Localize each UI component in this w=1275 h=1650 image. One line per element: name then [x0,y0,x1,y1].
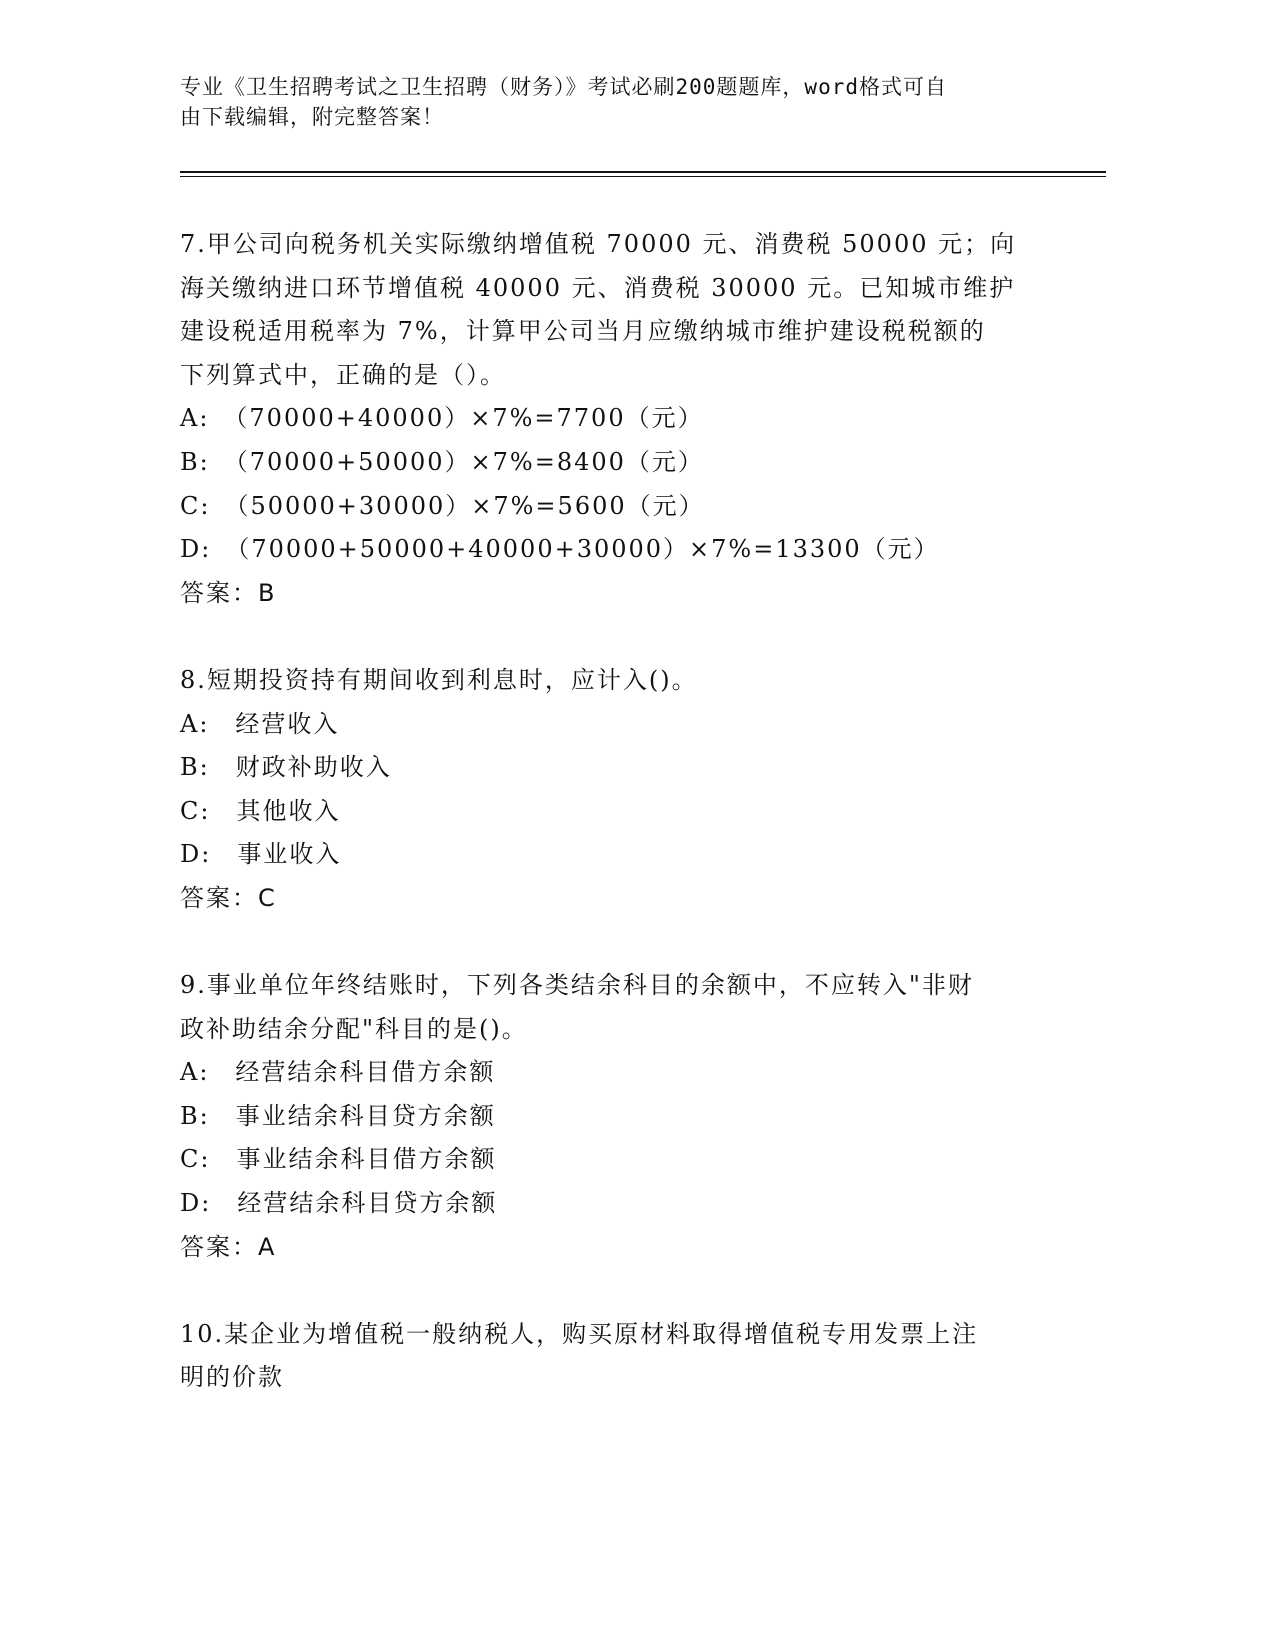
option-d: D: 经营结余科目贷方余额 [180,1189,498,1218]
question-stem: 9.事业单位年终结账时，下列各类结余科目的余额中，不应转入"非财 [180,971,974,1000]
option-a: A: 经营结余科目借方余额 [180,1058,496,1087]
option-b: B: 事业结余科目贷方余额 [180,1101,496,1130]
question-7 [180,223,1080,615]
question-stem: 明的价款 [180,1363,284,1392]
option-a: A: （70000+40000）×7%=7700（元） [180,404,704,433]
answer: 答案：B [180,578,277,607]
question-8 [180,659,1080,921]
answer: 答案：A [180,1232,277,1261]
header-divider [180,176,1106,177]
option-d: D: （70000+50000+40000+30000）×7%=13300（元） [180,535,940,564]
header-line: 由下载编辑，附完整答案！ [180,105,444,129]
question-9 [180,964,1080,1269]
question-10 [180,1313,1080,1400]
question-stem: 政补助结余分配"科目的是()。 [180,1014,528,1043]
option-a: A: 经营收入 [180,709,340,738]
question-stem: 下列算式中，正确的是（）。 [180,360,506,389]
question-stem: 7.甲公司向税务机关实际缴纳增值税 70000 元、消费税 50000 元；向 [180,230,1017,258]
answer: 答案：C [180,883,277,912]
header-line: 专业《卫生招聘考试之卫生招聘（财务）》考试必刷200题题库，word格式可自 [180,75,947,99]
header-divider [180,171,1106,173]
option-c: C: 事业结余科目借方余额 [180,1145,497,1174]
option-b: B: （70000+50000）×7%=8400（元） [180,447,704,476]
question-list [180,223,1080,1400]
document-header [180,72,1080,132]
question-stem: 海关缴纳进口环节增值税 40000 元、消费税 30000 元。已知城市维护 [180,273,1016,302]
question-stem: 8.短期投资持有期间收到利息时，应计入()。 [180,665,698,694]
option-c: C: 其他收入 [180,796,341,825]
question-stem: 10.某企业为增值税一般纳税人，购买原材料取得增值税专用发票上注 [180,1319,979,1348]
question-stem: 建设税适用税率为 7%，计算甲公司当月应缴纳城市维护建设税税额的 [180,317,986,346]
option-b: B: 财政补助收入 [180,753,392,782]
option-d: D: 事业收入 [180,840,342,869]
option-c: C: （50000+30000）×7%=5600（元） [180,491,705,520]
